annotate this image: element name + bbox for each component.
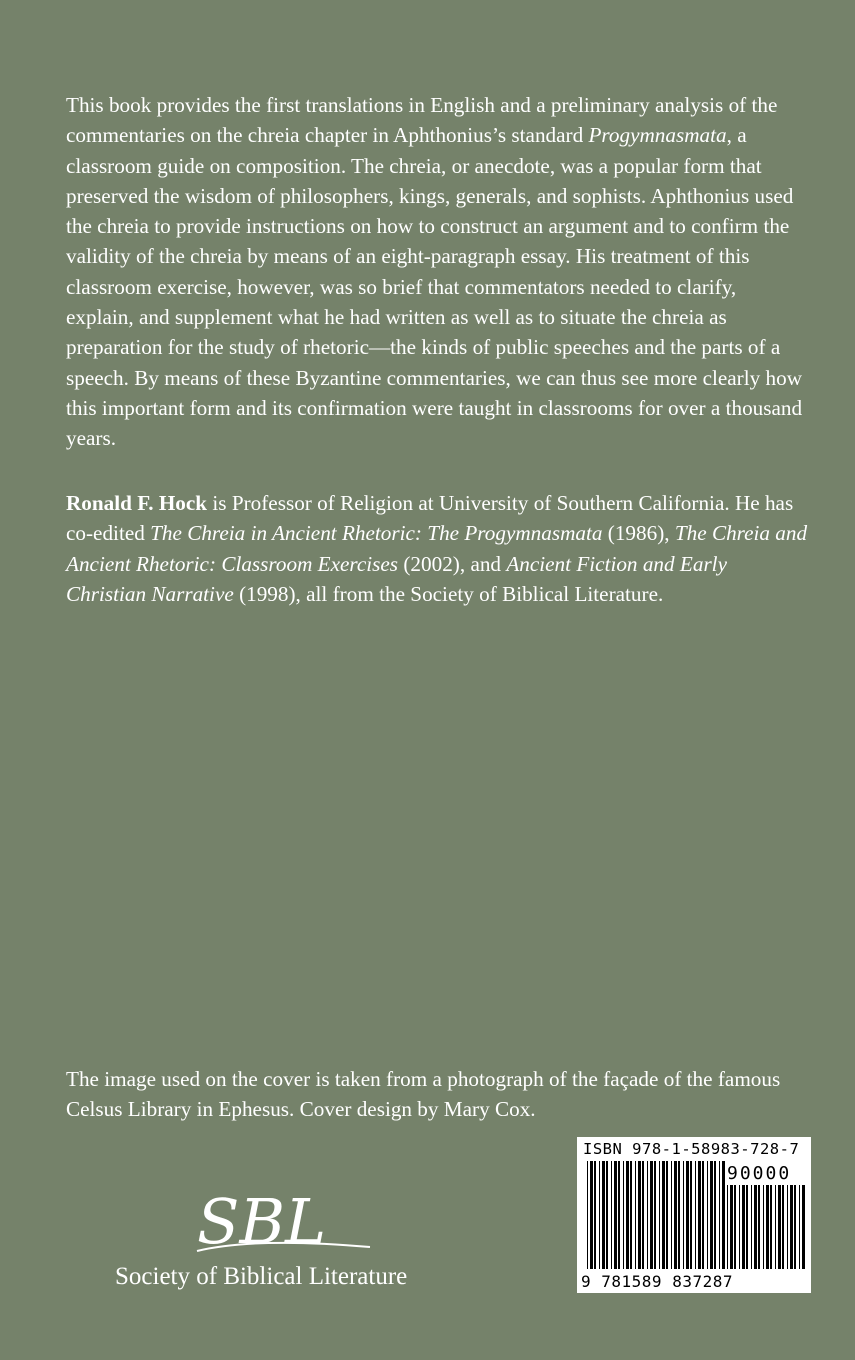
barcode-bar-15 [787, 1185, 788, 1269]
publisher-logo [115, 1185, 455, 1300]
barcode-bar-7 [754, 1185, 757, 1269]
barcode-bar-21 [671, 1161, 672, 1269]
barcode-bar-17 [654, 1161, 656, 1269]
description-text-2: , a classroom guide on composition. The chreia, or anecdote, was a popular form that preserved the wisdom of philosophers, kings, generals, and sophists. Aphthonius used the chreia to provide instructions on how to construct an argument and to confirm the validity of the chreia by means of an eight-paragraph essay. His treatment of this classroom exercise, however, was so brief that commentators needed to clarify, explain, and supplement what he had written as well as to situate the chreia as preparation for the study of rhetoric—the kinds of public speeches and the parts of a speech. By means of these Byzantine commentaries, we can thus see more clearly how this important form and its confirmation were taught in classrooms for over a thousand years. [66, 123, 803, 451]
barcode-bar-16 [650, 1161, 653, 1269]
barcode-bar-4 [602, 1161, 605, 1269]
bio-book-2: The Chreia and Ancient Rhetoric: Classroom Exercises [66, 521, 808, 576]
barcode-bar-30 [707, 1161, 708, 1269]
barcode-bar-33 [719, 1161, 720, 1269]
isbn-barcode [577, 1137, 811, 1293]
barcode-bar-29 [702, 1161, 704, 1269]
barcode-bar-18 [799, 1185, 800, 1269]
author-name: Ronald F. Hock [66, 491, 208, 515]
barcode-bar-7 [614, 1161, 617, 1269]
barcode-bar-14 [642, 1161, 644, 1269]
barcode-bar-0 [727, 1185, 728, 1269]
bio-book-3: Ancient Fiction and Early Christian Narrative [66, 551, 727, 606]
barcode-bar-5 [746, 1185, 748, 1269]
barcode-bar-11 [770, 1185, 772, 1269]
barcode-bar-12 [775, 1185, 776, 1269]
barcode-bar-19 [662, 1161, 665, 1269]
barcode-bar-0 [587, 1161, 588, 1269]
bio-text-2: (1986), [602, 521, 675, 546]
barcode-bar-2 [594, 1161, 596, 1269]
barcode-bar-11 [630, 1161, 632, 1269]
barcode-bar-4 [742, 1185, 745, 1269]
barcode-graphic [577, 1137, 811, 1293]
barcode-bar-10 [766, 1185, 769, 1269]
barcode-bar-23 [678, 1161, 680, 1269]
bio-book-1: The Chreia in Ancient Rhetoric: The Progymnasmata [150, 521, 603, 546]
ean-digits: 9 781589 837287 [581, 1272, 733, 1291]
cover-credit: The image used on the cover is taken from a photograph of the façade of the famous Celsus Library in Ephesus. Cover design by Mary Cox. [66, 1067, 781, 1122]
description-text-1: This book provides the first translations in English and a preliminary analysis of the commentaries on the chreia chapter in Aphthonius’s standard [66, 93, 778, 148]
barcode-bar-31 [710, 1161, 713, 1269]
barcode-bar-25 [686, 1161, 689, 1269]
sbl-logo-mark [195, 1185, 375, 1257]
author-bio [66, 488, 811, 609]
barcode-bar-5 [606, 1161, 608, 1269]
price-code: 90000 [727, 1163, 792, 1184]
barcode-bar-13 [778, 1185, 781, 1269]
barcode-bar-16 [790, 1185, 793, 1269]
barcode-bar-9 [623, 1161, 624, 1269]
barcode-bar-6 [751, 1185, 752, 1269]
back-cover-description [66, 90, 806, 454]
barcode-bar-8 [758, 1185, 760, 1269]
barcode-bar-2 [734, 1185, 736, 1269]
publisher-name: Society of Biblical Literature [115, 1263, 408, 1290]
barcode-bar-34 [722, 1161, 725, 1269]
barcode-bar-3 [599, 1161, 600, 1269]
barcode-bar-8 [618, 1161, 620, 1269]
bio-text-1: is Professor of Religion at University of Southern California. He has co-edited [66, 491, 794, 546]
barcode-bar-24 [683, 1161, 684, 1269]
barcode-bar-22 [674, 1161, 677, 1269]
barcode-bar-10 [626, 1161, 629, 1269]
barcode-bar-3 [739, 1185, 740, 1269]
bio-text-3: (2002), and [398, 551, 507, 576]
barcode-bar-19 [802, 1185, 805, 1269]
sbl-monogram: SBL [197, 1185, 327, 1257]
description-book-title: Progymnasmata [588, 123, 727, 148]
barcode-bar-12 [635, 1161, 636, 1269]
barcode-bar-1 [730, 1185, 733, 1269]
barcode-bar-6 [611, 1161, 612, 1269]
barcode-bar-27 [695, 1161, 696, 1269]
barcode-bar-28 [698, 1161, 701, 1269]
barcode-bar-13 [638, 1161, 641, 1269]
barcode-bar-20 [666, 1161, 668, 1269]
barcode-bar-26 [690, 1161, 692, 1269]
barcode-bar-1 [590, 1161, 593, 1269]
bio-text-4: (1998), all from the Society of Biblical Literature. [233, 581, 664, 606]
barcode-bar-17 [794, 1185, 796, 1269]
barcode-bar-9 [763, 1185, 764, 1269]
barcode-bar-32 [714, 1161, 716, 1269]
barcode-bar-18 [659, 1161, 660, 1269]
isbn-label: ISBN 978-1-58983-728-7 [583, 1140, 800, 1158]
barcode-bar-14 [782, 1185, 784, 1269]
barcode-bar-15 [647, 1161, 648, 1269]
